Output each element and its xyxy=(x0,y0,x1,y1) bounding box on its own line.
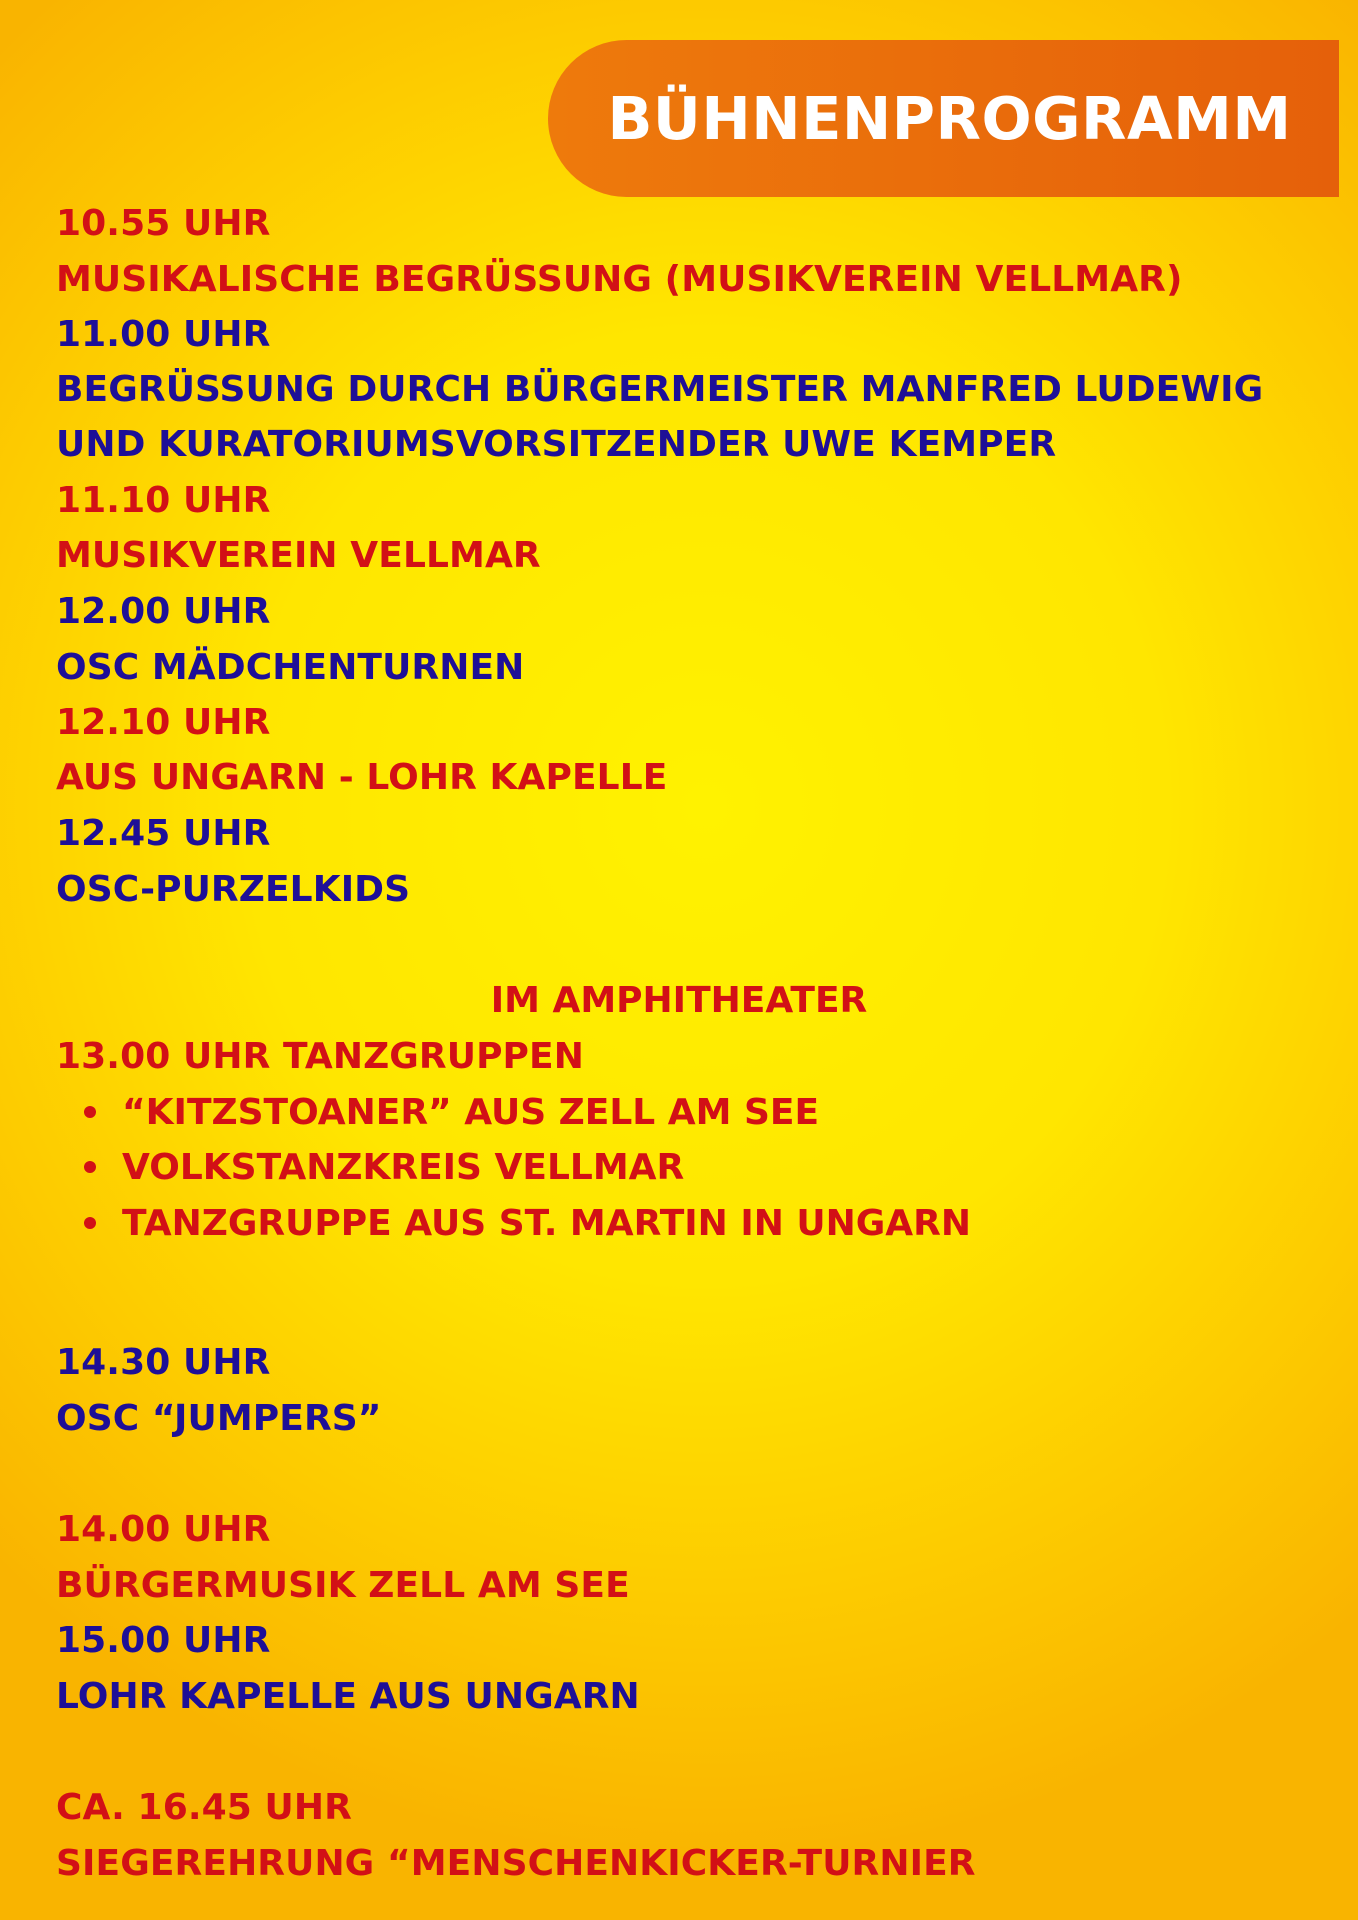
later-act-3: LOHR KAPELLE AUS UNGARN xyxy=(56,1676,640,1717)
program-time-4: 12.00 UHR xyxy=(56,591,271,632)
dance-group-label: VOLKSTANZKREIS VELLMAR xyxy=(122,1147,685,1188)
program-time-6: 12.45 UHR xyxy=(56,813,271,854)
later-act-1: OSC “JUMPERS” xyxy=(56,1398,382,1439)
dance-group-item xyxy=(84,1085,819,1141)
later-time-2: 14.00 UHR xyxy=(56,1509,271,1550)
bullet-icon xyxy=(84,1161,96,1173)
dance-group-item xyxy=(84,1196,971,1252)
bullet-icon xyxy=(84,1106,96,1118)
program-act-3: MUSIKVEREIN VELLMAR xyxy=(56,535,541,576)
dance-group-item xyxy=(84,1140,684,1196)
later-act-4: SIEGEREHRUNG “MENSCHENKICKER-TURNIER xyxy=(56,1843,976,1884)
program-time-2: 11.00 UHR xyxy=(56,314,271,355)
later-time-4: CA. 16.45 UHR xyxy=(56,1787,352,1828)
later-time-3: 15.00 UHR xyxy=(56,1620,271,1661)
later-time-1: 14.30 UHR xyxy=(56,1342,271,1383)
bullet-icon xyxy=(84,1217,96,1229)
program-time-3: 11.10 UHR xyxy=(56,480,271,521)
program-act-4: OSC MÄDCHENTURNEN xyxy=(56,647,525,688)
program-time-5: 12.10 UHR xyxy=(56,702,271,743)
dance-group-label: TANZGRUPPE AUS ST. MARTIN IN UNGARN xyxy=(122,1203,972,1244)
amphitheater-heading: IM AMPHITHEATER xyxy=(490,980,868,1021)
dance-group-label: “KITZSTOANER” AUS ZELL AM SEE xyxy=(122,1092,820,1133)
program-time-1: 10.55 UHR xyxy=(56,203,271,244)
program-act-1: MUSIKALISCHE BEGRÜSSUNG (MUSIKVEREIN VELLMAR) xyxy=(56,259,1183,300)
amphitheater-time-title: 13.00 UHR TANZGRUPPEN xyxy=(56,1036,584,1077)
program-act-2-line2: UND KURATORIUMSVORSITZENDER UWE KEMPER xyxy=(56,424,1057,465)
later-act-2: BÜRGERMUSIK ZELL AM SEE xyxy=(56,1565,630,1606)
program-act-6: OSC-PURZELKIDS xyxy=(56,869,411,910)
page-title: BÜHNENPROGRAMM xyxy=(607,84,1292,153)
program-act-2-line1: BEGRÜSSUNG DURCH BÜRGERMEISTER MANFRED LUDEWIG xyxy=(56,369,1264,410)
title-banner xyxy=(548,40,1339,197)
program-act-5: AUS UNGARN - LOHR KAPELLE xyxy=(56,757,668,798)
